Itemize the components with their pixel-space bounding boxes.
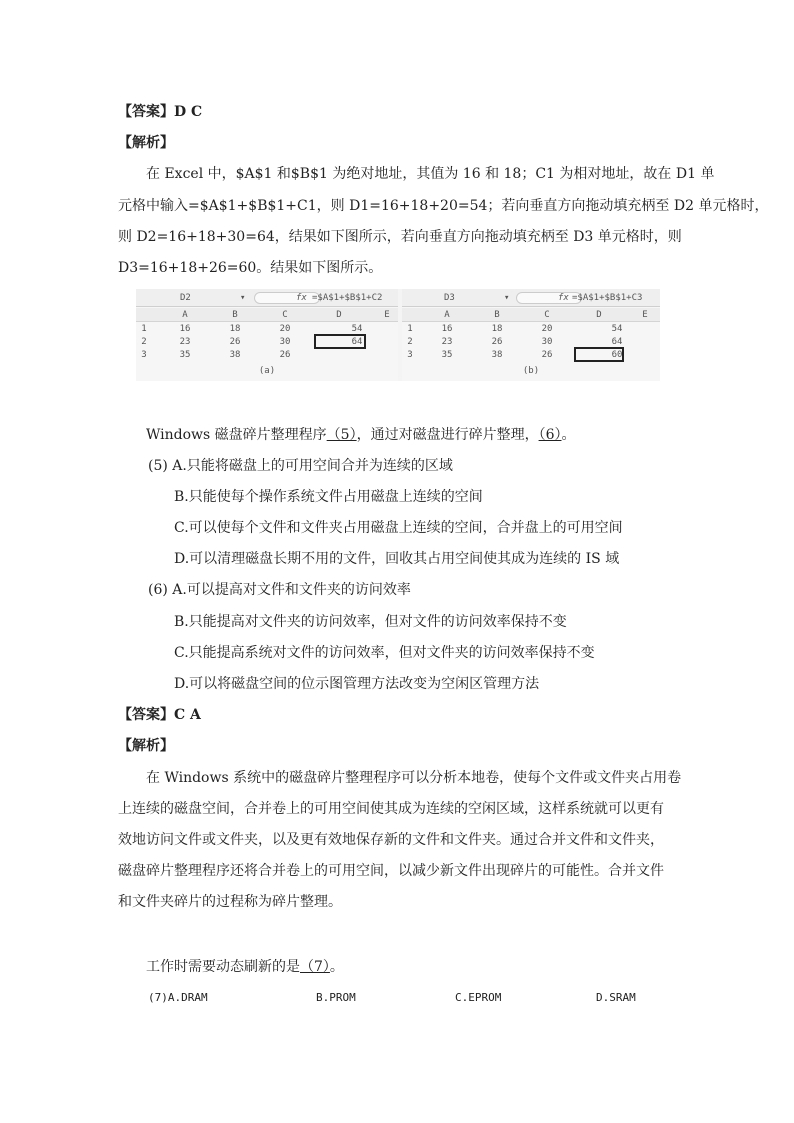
- option-7d: D.SRAM: [596, 991, 636, 1004]
- cell: 54: [611, 324, 623, 334]
- cell: 64: [351, 337, 363, 347]
- stem-text: Windows 磁盘碎片整理程序: [146, 427, 327, 443]
- answer-label-1: 【答案】D C: [118, 104, 203, 120]
- table-row: [402, 323, 660, 336]
- row-number: 2: [141, 337, 147, 347]
- cell: 35: [441, 350, 453, 360]
- analysis-line: 在 Excel 中，$A$1 和$B$1 为绝对地址，其值为 16 和 18；C1 为相对地址，故在 D1 单: [146, 166, 715, 182]
- option-line: C.只能提高系统对文件的访问效率，但对文件夹的访问效率保持不变: [174, 645, 595, 661]
- row-number: 3: [141, 350, 147, 360]
- option-line: B.只能提高对文件夹的访问效率，但对文件的访问效率保持不变: [174, 614, 567, 630]
- cell: 35: [179, 350, 191, 360]
- cell: 16: [179, 324, 191, 334]
- stem-text: 。: [329, 959, 344, 975]
- cell: 16: [441, 324, 453, 334]
- row-number: 1: [141, 324, 147, 334]
- formula-bar: [136, 289, 398, 307]
- fx-icon: fx: [296, 293, 307, 303]
- cell: 26: [279, 350, 291, 360]
- option-line: D.可以将磁盘空间的位示图管理方法改变为空闲区管理方法: [174, 676, 540, 692]
- analysis-label-2: 【解析】: [118, 738, 174, 754]
- blank-7: （7）: [300, 959, 330, 975]
- cell: 60: [611, 350, 623, 360]
- figure-caption: (a): [258, 366, 276, 376]
- dropdown-icon: ▾: [240, 293, 246, 303]
- cell: 26: [491, 337, 503, 347]
- stem-text: 工作时需要动态刷新的是: [146, 959, 300, 975]
- option-line: B.只能使每个操作系统文件占用磁盘上连续的空间: [174, 489, 483, 505]
- option-line: (5) A.只能将磁盘上的可用空间合并为连续的区域: [148, 458, 453, 474]
- dropdown-icon: ▾: [504, 293, 510, 303]
- excel-screenshot: [136, 289, 660, 381]
- analysis-line: 则 D2=16+18+30=64，结果如下图所示，若向垂直方向拖动填充柄至 D3 单元格时，则: [118, 229, 682, 245]
- blank-5: （5）: [326, 427, 357, 443]
- stem-text: ，通过对磁盘进行碎片整理，: [356, 427, 539, 443]
- formula-text: =$A$1+$B$1+C3: [572, 293, 643, 303]
- cell: 26: [229, 337, 241, 347]
- cell: 18: [229, 324, 241, 334]
- formula-text: =$A$1+$B$1+C2: [312, 293, 383, 303]
- excel-panel-b: [402, 289, 660, 381]
- table-row: [136, 349, 398, 362]
- figure-caption: (b): [522, 366, 540, 376]
- blank-6: （6）: [538, 427, 562, 443]
- analysis-label-1: 【解析】: [118, 135, 174, 151]
- column-header: B: [232, 310, 238, 320]
- formula-bar: [402, 289, 660, 307]
- cell: 54: [351, 324, 363, 334]
- column-header-row: [136, 308, 398, 322]
- cell: 23: [179, 337, 191, 347]
- column-header: A: [182, 310, 188, 320]
- option-7a: (7)A.DRAM: [148, 991, 208, 1004]
- analysis-line: 效地访问文件或文件夹，以及更有效地保存新的文件和文件夹。通过合并文件和文件夹，: [118, 832, 664, 848]
- formula-search-box: [254, 292, 320, 304]
- cell: 64: [611, 337, 623, 347]
- cell: 23: [441, 337, 453, 347]
- selected-cell-outline: [314, 334, 366, 349]
- column-header: E: [642, 310, 648, 320]
- analysis-line: 磁盘碎片整理程序还将合并卷上的可用空间，以减少新文件出现碎片的可能性。合并文件: [118, 863, 664, 879]
- cell: 18: [491, 324, 503, 334]
- stem-text: 。: [561, 427, 576, 443]
- question-stem-2: [146, 425, 576, 445]
- excel-panel-a: [136, 289, 398, 381]
- option-7c: C.EPROM: [455, 991, 502, 1004]
- row-number: 3: [407, 350, 413, 360]
- option-line: D.可以清理磁盘长期不用的文件，回收其占用空间使其成为连续的 IS 域: [174, 551, 620, 567]
- cell: 20: [279, 324, 291, 334]
- column-header: C: [544, 310, 550, 320]
- fx-icon: fx: [558, 293, 569, 303]
- answer-label-2: 【答案】C A: [118, 707, 201, 723]
- column-header: C: [282, 310, 288, 320]
- option-line: C.可以使每个文件和文件夹占用磁盘上连续的空间，合并盘上的可用空间: [174, 520, 623, 536]
- cell: 30: [541, 337, 553, 347]
- column-header: D: [596, 310, 602, 320]
- option-line: (6) A.可以提高对文件和文件夹的访问效率: [148, 582, 411, 598]
- option-7b: B.PROM: [316, 991, 356, 1004]
- row-number: 2: [407, 337, 413, 347]
- analysis-line: 元格中输入=$A$1+$B$1+C1，则 D1=16+18+20=54；若向垂直方向拖动填充柄至 D2 单元格时，: [118, 198, 769, 214]
- cell: 30: [279, 337, 291, 347]
- row-number: 1: [407, 324, 413, 334]
- analysis-line: D3=16+18+26=60。结果如下图所示。: [118, 260, 383, 276]
- cell: 38: [229, 350, 241, 360]
- column-header: B: [494, 310, 500, 320]
- cell: 38: [491, 350, 503, 360]
- analysis-line: 上连续的磁盘空间，合并卷上的可用空间使其成为连续的空闲区域，这样系统就可以更有: [118, 801, 664, 817]
- question-stem-3: [146, 957, 344, 977]
- cell: 26: [541, 350, 553, 360]
- cell-reference: D2: [180, 293, 191, 303]
- column-header: A: [444, 310, 450, 320]
- cell-reference: D3: [444, 293, 455, 303]
- cell: 20: [541, 324, 553, 334]
- column-header: E: [384, 310, 390, 320]
- selected-cell-outline: [574, 347, 624, 362]
- analysis-line: 和文件夹碎片的过程称为碎片整理。: [118, 894, 342, 910]
- column-header-row: [402, 308, 660, 322]
- column-header: D: [336, 310, 342, 320]
- analysis-line: 在 Windows 系统中的磁盘碎片整理程序可以分析本地卷，使每个文件或文件夹占用卷: [146, 770, 682, 786]
